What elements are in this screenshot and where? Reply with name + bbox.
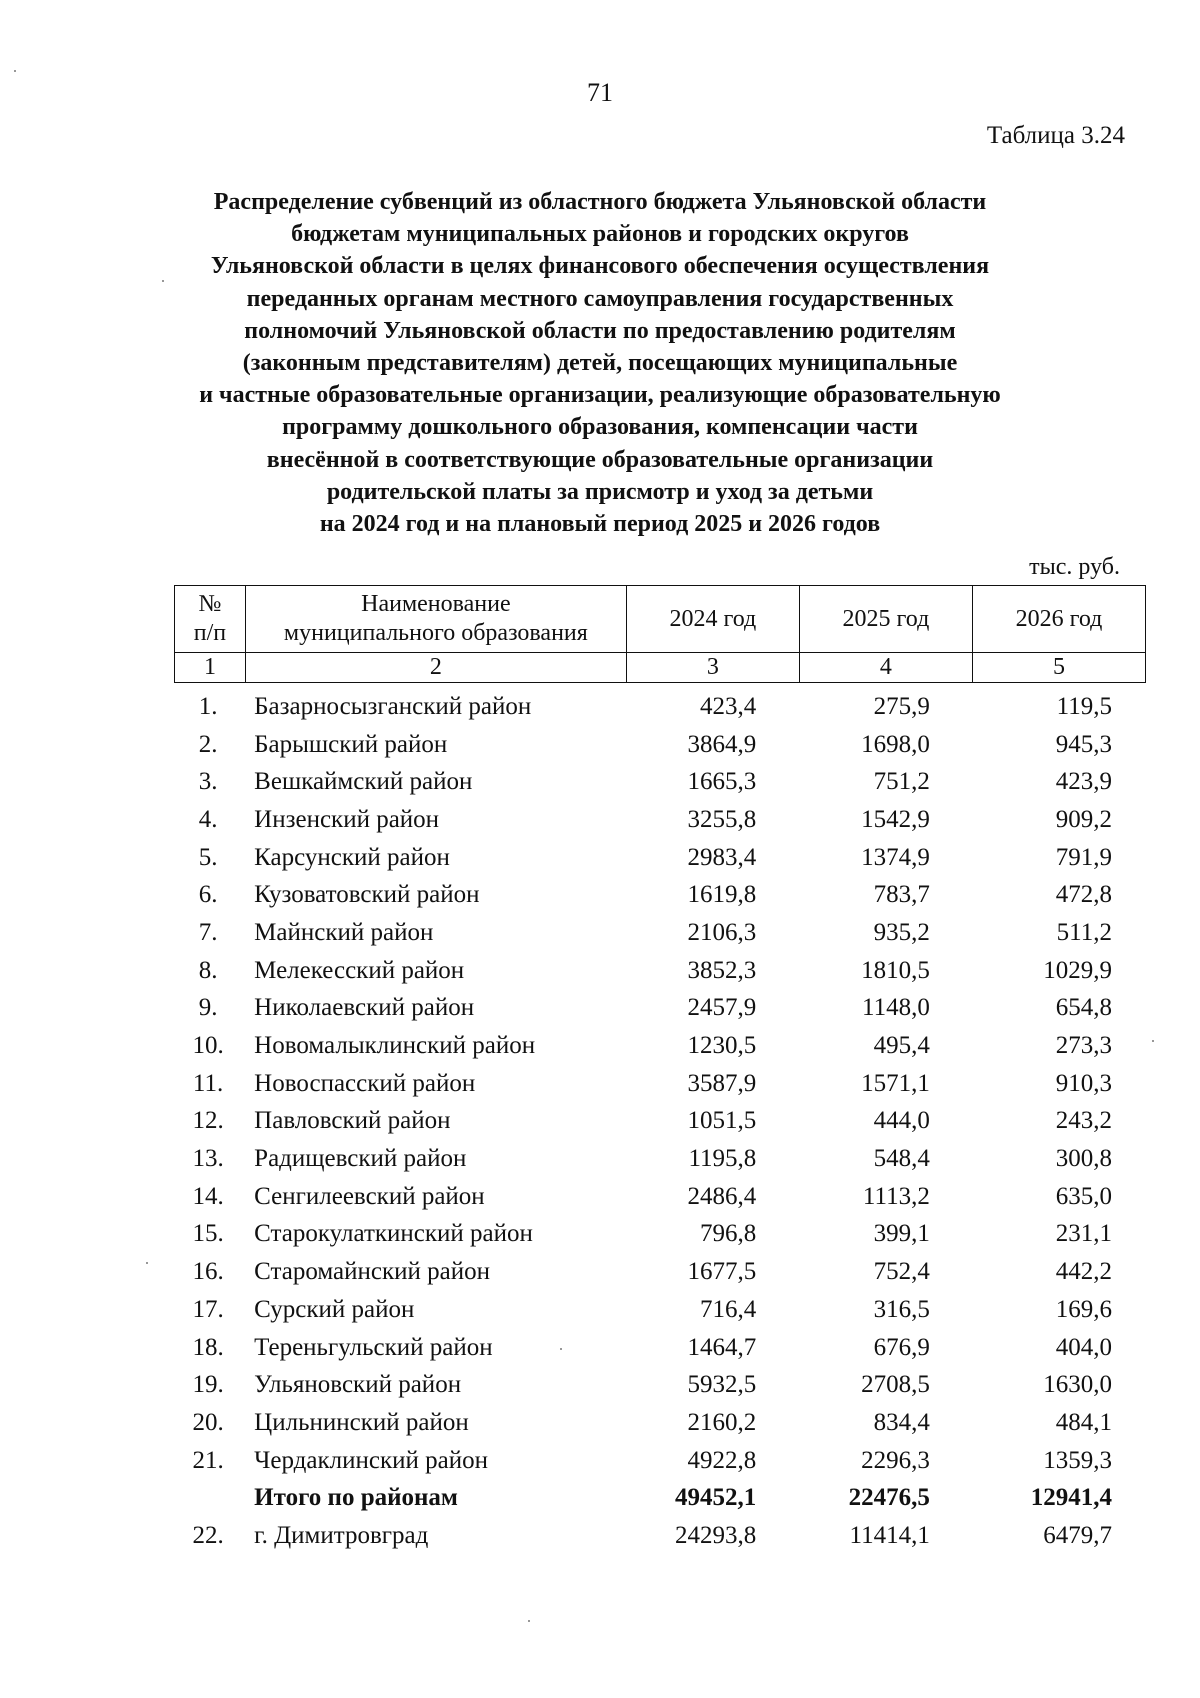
row-number: 1. <box>198 692 218 720</box>
row-number: 21. <box>192 1446 224 1474</box>
value-2025: 495,4 <box>873 1032 930 1060</box>
table-row <box>174 1517 1146 1555</box>
value-2026: 6479,7 <box>1043 1521 1112 1549</box>
value-2025: 22476,5 <box>848 1484 930 1512</box>
table-row <box>174 839 1146 877</box>
municipality-name: Новомалыклинский район <box>254 1032 536 1060</box>
title-line: внесённой в соответствующие образовательные организации <box>266 446 934 473</box>
value-2026: 231,1 <box>1055 1220 1112 1248</box>
value-2024: 1619,8 <box>687 881 757 909</box>
table-row <box>174 1329 1146 1367</box>
municipality-name: Ульяновский район <box>254 1371 462 1399</box>
row-number: 20. <box>192 1408 224 1436</box>
value-2026: 654,8 <box>1055 994 1112 1022</box>
value-2026: 791,9 <box>1055 843 1112 871</box>
row-number: 8. <box>198 956 218 984</box>
table-row <box>174 1140 1146 1178</box>
value-2025: 1810,5 <box>861 956 930 984</box>
value-2026: 1359,3 <box>1043 1446 1112 1474</box>
value-2024: 716,4 <box>700 1295 757 1323</box>
title-line: полномочий Ульяновской области по предоставлению родителям <box>244 317 956 344</box>
row-number: 17. <box>192 1295 224 1323</box>
row-number: 16. <box>192 1258 224 1286</box>
header-number-line2: п/п <box>193 620 227 646</box>
value-2025: 444,0 <box>873 1107 930 1135</box>
value-2024: 423,4 <box>700 692 757 720</box>
municipality-name: Новоспасский район <box>254 1069 476 1097</box>
value-2026: 1029,9 <box>1043 956 1112 984</box>
table-row <box>174 1178 1146 1216</box>
value-2026: 12941,4 <box>1030 1484 1112 1512</box>
table-row <box>174 763 1146 801</box>
value-2026: 119,5 <box>1056 692 1112 720</box>
value-2026: 169,6 <box>1055 1295 1112 1323</box>
value-2024: 2160,2 <box>687 1408 757 1436</box>
value-2024: 1665,3 <box>687 768 757 796</box>
row-number: 7. <box>198 918 218 946</box>
scan-speck <box>162 280 164 282</box>
row-number: 6. <box>198 881 218 909</box>
title-line: (законным представителям) детей, посещающих муниципальные <box>242 350 958 377</box>
municipality-name: Чердаклинский район <box>254 1446 488 1474</box>
value-2025: 834,4 <box>873 1408 930 1436</box>
row-number: 15. <box>192 1220 224 1248</box>
header-number <box>175 586 246 653</box>
table-row <box>174 1253 1146 1291</box>
header-2026: 2026 год <box>972 586 1145 653</box>
value-2024: 796,8 <box>700 1220 757 1248</box>
column-number: 2 <box>245 653 626 683</box>
value-2024: 1230,5 <box>687 1032 757 1060</box>
value-2025: 676,9 <box>873 1333 930 1361</box>
title-line: переданных органам местного самоуправления государственных <box>246 285 954 312</box>
table-row <box>174 990 1146 1028</box>
value-2026: 423,9 <box>1055 768 1112 796</box>
table-row <box>174 1065 1146 1103</box>
table-row <box>174 1027 1146 1065</box>
header-row <box>175 586 1146 653</box>
table-row <box>174 688 1146 726</box>
value-2025: 1374,9 <box>861 843 930 871</box>
row-number: 9. <box>198 994 218 1022</box>
value-2025: 935,2 <box>873 918 930 946</box>
value-2025: 752,4 <box>873 1258 930 1286</box>
column-number: 4 <box>799 653 972 683</box>
table-body <box>174 688 1146 1555</box>
column-number: 5 <box>972 653 1145 683</box>
row-number: 5. <box>198 843 218 871</box>
table-header <box>174 585 1146 683</box>
title-line: на 2024 год и на плановый период 2025 и 2026 годов <box>319 511 881 538</box>
value-2026: 945,3 <box>1055 730 1112 758</box>
value-2026: 300,8 <box>1055 1145 1112 1173</box>
municipality-name: Итого по районам <box>254 1484 458 1512</box>
municipality-name: Старокулаткинский район <box>254 1220 533 1248</box>
header-2025: 2025 год <box>799 586 972 653</box>
data-table <box>174 688 1146 1555</box>
value-2025: 275,9 <box>873 692 930 720</box>
municipality-name: Радищевский район <box>254 1145 467 1173</box>
table-row <box>174 726 1146 764</box>
municipality-name: Майнский район <box>254 918 434 946</box>
value-2024: 3864,9 <box>687 730 757 758</box>
header-name-line1: Наименование <box>361 591 511 617</box>
scan-speck <box>146 1262 148 1264</box>
municipality-name: Цильнинский район <box>254 1408 469 1436</box>
header-2024: 2024 год <box>626 586 799 653</box>
value-2025: 1571,1 <box>861 1069 930 1097</box>
value-2025: 548,4 <box>873 1145 930 1173</box>
value-2026: 484,1 <box>1055 1408 1112 1436</box>
municipality-name: Базарносызганский район <box>254 692 532 720</box>
value-2026: 243,2 <box>1055 1107 1112 1135</box>
scan-speck <box>14 70 16 72</box>
table-total-row <box>174 1479 1146 1517</box>
municipality-name: Павловский район <box>254 1107 451 1135</box>
value-2026: 910,3 <box>1055 1069 1112 1097</box>
value-2025: 751,2 <box>873 768 930 796</box>
header-name <box>245 586 626 653</box>
value-2025: 2708,5 <box>861 1371 930 1399</box>
value-2026: 404,0 <box>1055 1333 1112 1361</box>
row-number: 13. <box>192 1145 224 1173</box>
value-2025: 1698,0 <box>861 730 930 758</box>
value-2025: 399,1 <box>873 1220 930 1248</box>
table-row <box>174 1291 1146 1329</box>
row-number: 22. <box>192 1521 224 1549</box>
value-2025: 783,7 <box>873 881 930 909</box>
table-row <box>174 952 1146 990</box>
value-2024: 2457,9 <box>687 994 757 1022</box>
row-number: 18. <box>192 1333 224 1361</box>
value-2024: 3255,8 <box>687 805 757 833</box>
municipality-name: Вешкаймский район <box>254 768 473 796</box>
table-row <box>174 1216 1146 1254</box>
title-line: и частные образовательные организации, реализующие образовательную <box>199 382 1001 409</box>
page-number: 71 <box>587 78 613 107</box>
title-line: родительской платы за присмотр и уход за детьми <box>326 478 874 505</box>
row-number: 11. <box>192 1069 224 1097</box>
municipality-name: Барышский район <box>254 730 448 758</box>
row-number: 2. <box>198 730 218 758</box>
table-row <box>174 1103 1146 1141</box>
table-row <box>174 914 1146 952</box>
municipality-name: Карсунский район <box>254 843 450 871</box>
value-2026: 635,0 <box>1055 1182 1112 1210</box>
municipality-name: Тереньгульский район <box>254 1333 493 1361</box>
municipality-name: Кузоватовский район <box>254 881 480 909</box>
value-2025: 1542,9 <box>861 805 930 833</box>
value-2026: 442,2 <box>1055 1258 1112 1286</box>
units-label: тыс. руб. <box>1029 554 1120 580</box>
value-2024: 1195,8 <box>688 1145 757 1173</box>
value-2024: 49452,1 <box>675 1484 757 1512</box>
column-number-row <box>175 653 1146 683</box>
title-line: Ульяновской области в целях финансового обеспечения осуществления <box>210 253 990 280</box>
value-2026: 273,3 <box>1055 1032 1112 1060</box>
header-name-line2: муниципального образования <box>283 620 588 646</box>
table-row <box>174 876 1146 914</box>
value-2026: 511,2 <box>1056 918 1112 946</box>
value-2024: 2486,4 <box>687 1182 757 1210</box>
municipality-name: Инзенский район <box>254 805 440 833</box>
table-row <box>174 801 1146 839</box>
value-2025: 2296,3 <box>861 1446 930 1474</box>
table-row <box>174 1404 1146 1442</box>
row-number: 12. <box>192 1107 224 1135</box>
value-2026: 909,2 <box>1055 805 1112 833</box>
value-2024: 1464,7 <box>687 1333 757 1361</box>
municipality-name: г. Димитровград <box>254 1521 429 1549</box>
value-2024: 24293,8 <box>675 1521 757 1549</box>
value-2024: 5932,5 <box>687 1371 757 1399</box>
row-number: 10. <box>192 1032 224 1060</box>
table-row <box>174 1442 1146 1480</box>
value-2024: 4922,8 <box>687 1446 757 1474</box>
column-number: 3 <box>626 653 799 683</box>
municipality-name: Сурский район <box>254 1295 415 1323</box>
column-number: 1 <box>175 653 246 683</box>
row-number: 3. <box>198 768 218 796</box>
table-label: Таблица 3.24 <box>986 122 1125 149</box>
document-title <box>150 186 1050 540</box>
value-2024: 1677,5 <box>687 1258 757 1286</box>
value-2025: 316,5 <box>873 1295 930 1323</box>
value-2026: 1630,0 <box>1043 1371 1112 1399</box>
value-2024: 2983,4 <box>687 843 757 871</box>
value-2025: 1148,0 <box>862 994 930 1022</box>
municipality-name: Мелекесский район <box>254 956 465 984</box>
scan-speck <box>1152 1040 1154 1042</box>
header-number-line1: № <box>198 591 222 617</box>
value-2024: 1051,5 <box>687 1107 757 1135</box>
value-2024: 3587,9 <box>687 1069 757 1097</box>
municipality-name: Николаевский район <box>254 994 475 1022</box>
row-number <box>174 1479 244 1517</box>
scan-speck <box>528 1620 530 1622</box>
value-2026: 472,8 <box>1055 881 1112 909</box>
title-line: бюджетам муниципальных районов и городских округов <box>291 221 909 248</box>
value-2024: 2106,3 <box>687 918 757 946</box>
municipality-name: Сенгилеевский район <box>254 1182 485 1210</box>
row-number: 19. <box>192 1371 224 1399</box>
table-row <box>174 1366 1146 1404</box>
value-2024: 3852,3 <box>687 956 757 984</box>
scan-speck <box>560 1348 562 1350</box>
row-number: 14. <box>192 1182 224 1210</box>
value-2025: 11414,1 <box>849 1521 930 1549</box>
value-2025: 1113,2 <box>862 1182 930 1210</box>
municipality-name: Старомайнский район <box>254 1258 490 1286</box>
row-number: 4. <box>198 805 218 833</box>
title-line: Распределение субвенций из областного бюджета Ульяновской области <box>213 189 987 215</box>
title-line: программу дошкольного образования, компенсации части <box>282 414 918 441</box>
